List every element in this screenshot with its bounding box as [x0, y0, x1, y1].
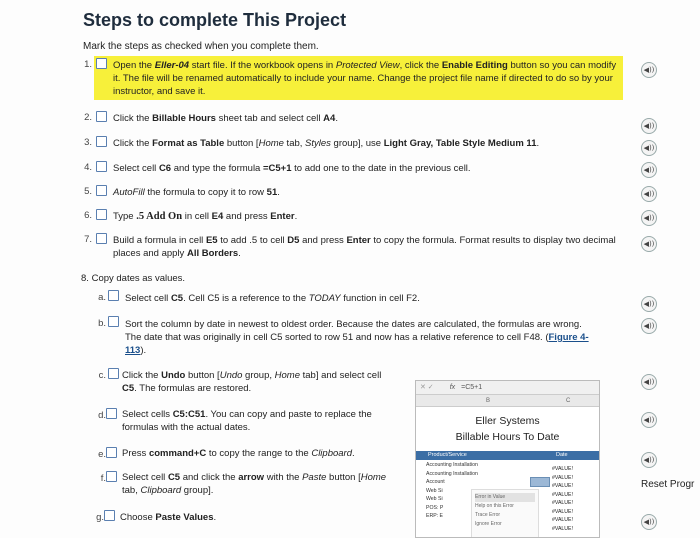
step-2-checkbox[interactable]	[96, 111, 107, 122]
speaker-icon[interactable]: ◀))	[641, 140, 657, 156]
formula-bar: ✕ ✓ fx =C5+1	[416, 381, 599, 395]
excel-figure	[415, 380, 600, 538]
step-1-text: Open the Eller-04 start file. If the workbook opens in Protected View, click the Enable Editing button so you can modify it. The file will be renamed automatically to include your name. Change the project file name if directed to do so by your instructor, and save it.	[113, 60, 617, 97]
step-8c-text: Click the Undo button [Undo group, Home tab] and select cell C5. The formulas are restored.	[122, 370, 382, 394]
step-8d-checkbox[interactable]	[106, 408, 117, 419]
step-8b-text: Sort the column by date in newest to oldest order. Because the dates are calculated, the formulas are wrong. The date that was originally in cell C5 sorted to row 51 and now has a relative reference to cell F48. (Figure 4-113).	[125, 319, 589, 356]
speaker-icon[interactable]: ◀))	[641, 412, 657, 428]
step-7-number: 7.	[84, 234, 92, 245]
step-8f-checkbox[interactable]	[106, 471, 117, 482]
speaker-icon[interactable]: ◀))	[641, 62, 657, 78]
step-8e-letter: e.	[98, 449, 106, 460]
error-menu: Error in Value Help on this Error Trace Error Ignore Error	[471, 489, 539, 538]
step-5-checkbox[interactable]	[96, 185, 107, 196]
paste-options-button[interactable]	[530, 477, 550, 487]
speaker-icon[interactable]: ◀))	[641, 118, 657, 134]
speaker-icon[interactable]: ◀))	[641, 296, 657, 312]
step-8e-checkbox[interactable]	[106, 447, 117, 458]
step-4-number: 4.	[84, 162, 92, 173]
step-3-text: Click the Format as Table button [Home tab, Styles group], use Light Gray, Table Style Medium 11.	[113, 138, 540, 149]
step-7-checkbox[interactable]	[96, 233, 107, 244]
step-2-text: Click the Billable Hours sheet tab and select cell A4.	[113, 113, 338, 124]
speaker-icon[interactable]: ◀))	[641, 318, 657, 334]
formula-text: =C5+1	[461, 384, 483, 391]
step-5-text: AutoFill the formula to copy it to row 51.	[113, 187, 280, 198]
step-8b-checkbox[interactable]	[108, 316, 119, 327]
speaker-icon[interactable]: ◀))	[641, 186, 657, 202]
step-4-text: Select cell C6 and type the formula =C5+1 to add one to the date in the previous cell.	[113, 163, 471, 174]
reset-progress-button[interactable]: Reset Progr	[641, 479, 695, 490]
step-8g-checkbox[interactable]	[104, 510, 115, 521]
step-2-number: 2.	[84, 112, 92, 123]
step-8g-letter: g.	[96, 512, 104, 523]
step-1-checkbox[interactable]	[96, 58, 107, 69]
speaker-icon[interactable]: ◀))	[641, 236, 657, 252]
step-4-checkbox[interactable]	[96, 161, 107, 172]
speaker-icon[interactable]: ◀))	[641, 514, 657, 530]
speaker-icon[interactable]: ◀))	[641, 162, 657, 178]
step-8d-text: Select cells C5:C51. You can copy and paste to replace the formulas with the actual dates.	[122, 409, 372, 433]
page-title: Steps to complete This Project	[83, 10, 347, 30]
step-8e-text: Press command+C to copy the range to the Clipboard.	[122, 448, 355, 459]
step-8b-letter: b.	[98, 318, 106, 329]
step-1-number: 1.	[84, 59, 92, 70]
step-8g-text: Choose Paste Values.	[120, 512, 217, 523]
step-7-text: Build a formula in cell E5 to add .5 to cell D5 and press Enter to copy the formula. Format results to display two decimal places and apply All Borders.	[113, 235, 616, 259]
step-8a-text: Select cell C5. Cell C5 is a reference to the TODAY function in cell F2.	[125, 293, 420, 304]
step-8f-letter: f.	[100, 473, 106, 484]
step-8c-checkbox[interactable]	[108, 368, 119, 379]
speaker-icon[interactable]: ◀))	[641, 374, 657, 390]
instructions-subtitle: Mark the steps as checked when you complete them.	[83, 41, 319, 52]
step-8-label: 8. Copy dates as values.	[81, 273, 186, 284]
step-8f-text: Select cell C5 and click the arrow with the Paste button [Home tab, Clipboard group].	[122, 472, 387, 496]
table-header-row: Product/Service Date	[416, 451, 600, 460]
step-6-number: 6.	[84, 210, 92, 221]
step-3-checkbox[interactable]	[96, 136, 107, 147]
step-8c-letter: c.	[98, 370, 106, 381]
figure-link[interactable]: Figure 4-113	[125, 332, 589, 356]
step-8a-checkbox[interactable]	[108, 290, 119, 301]
speaker-icon[interactable]: ◀))	[641, 210, 657, 226]
step-6-checkbox[interactable]	[96, 209, 107, 220]
step-8a-letter: a.	[98, 292, 106, 303]
step-5-number: 5.	[84, 186, 92, 197]
fx-icon: fx	[449, 384, 456, 391]
company-name: Eller Systems	[475, 415, 540, 427]
table-rows: Accounting Installation Accounting Installation Account Web Si Web Si POS: P ERP: E	[426, 462, 478, 519]
value-errors: #VALUE! #VALUE! #VALUE! #VALUE! #VALUE! #VALUE! #VALUE! #VALUE!	[552, 466, 573, 532]
sheet-title: Billable Hours To Date	[455, 431, 560, 443]
step-8d-letter: d.	[98, 410, 106, 421]
step-3-number: 3.	[84, 137, 92, 148]
speaker-icon[interactable]: ◀))	[641, 452, 657, 468]
column-headers: B C	[416, 395, 599, 407]
step-6-text: Type .5 Add On in cell E4 and press Enter.	[113, 211, 298, 222]
